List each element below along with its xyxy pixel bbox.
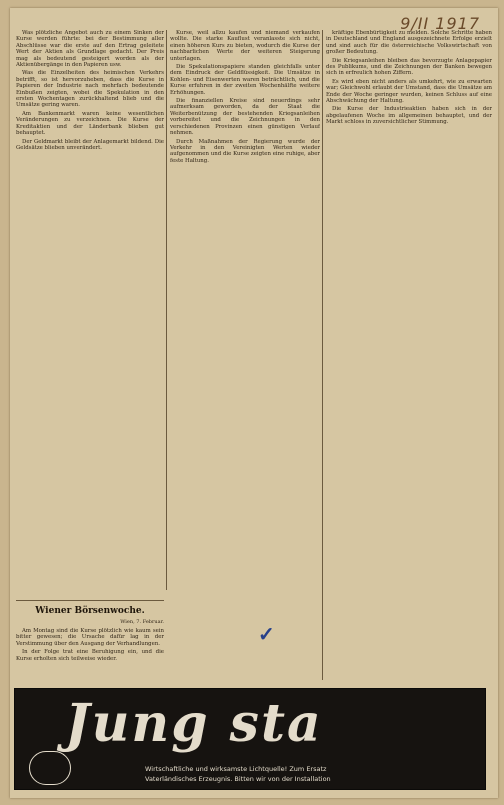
paragraph: Durch Maßnahmen der Regierung wurde der Verkehr in den Vereinigten Werten wieder aufgenommen und die Kurse zeigten eine ruhige, aber feste Haltung. xyxy=(170,138,320,164)
advertisement-banner xyxy=(14,688,486,790)
paragraph: Es wird eben nicht anders als umkehrt, wie zu erwarten war; Gleichwohl erlaubt der Umstand, dass die Umsätze am Ende der Woche geringer wurden, keinen Schluss auf eine Abschwächung der Haltung. xyxy=(326,78,492,105)
text-column-1 xyxy=(16,30,164,590)
text-column-4 xyxy=(16,628,164,694)
text-column-3 xyxy=(326,30,492,702)
paragraph: Was plötzliche Angebot auch zu einem Sinken der Kurse werden führte: bei der Bestimmung aller Abschlüsse war die erste auf den Ertrag geleitete Wert der Aktien als Grundlage gedacht. Der Preis mag als bedeutend gesteigert worden als der Aktienübergänge in den Papieren usw. xyxy=(16,30,164,69)
column-divider xyxy=(166,30,167,590)
section-dateline: Wien, 7. Februar. xyxy=(120,619,164,625)
newspaper-clipping xyxy=(10,8,498,798)
section-divider xyxy=(16,600,164,601)
paragraph: Die Kurse der Industrieaktien haben sich in der abgelaufenen Woche im allgemeinen behauptet, und der Markt schloss in zuversichtlicher Stimmung. xyxy=(326,106,492,126)
paragraph: Der Geldmarkt bleibt der Anlagemarkt bildend. Die Geldsätze blieben unverändert. xyxy=(16,138,164,151)
lamp-logo-icon xyxy=(29,751,71,785)
paragraph: Die finanziellen Kreise sind neuerdings sehr aufmerksam geworden, da der Staat die Weiterbenützung der bestehenden Kriegsanleihen vorbereitet und die Zeichnungen in den verschiedenen Provinzen einen günstigen Verlauf nehmen. xyxy=(170,98,320,137)
ink-mark-icon: ✓ xyxy=(258,622,275,646)
column-divider xyxy=(322,30,323,680)
ad-brand: Jung sta xyxy=(65,693,323,754)
paragraph: In der Folge trat eine Beruhigung ein, und die Kurse erholten sich teilweise wieder. xyxy=(16,649,164,662)
paragraph: Die Spekulationspapiere standen gleichfalls unter dem Eindruck der Geldflüssigkeit. Die Umsätze in Kohlen- und Eisenwerten waren beträchtlich, und die Kurse erfuhren in der zweiten Wochenhälfte weitere Erhöhungen. xyxy=(170,64,320,96)
paragraph: Die Kriegsanleihen bleiben das bevorzugte Anlagepapier des Publikums, und die Zeichnungen der Banken bewegen sich in erfreulich hohen Ziffern. xyxy=(326,57,492,77)
paragraph: Was die Einzelheiten des heimischen Verkehrs betrifft, so ist hervorzuheben, dass die Kurse in Papieren der Industrie nach mehrfach bedeutende Einbußen zeigten, wobei die Spekulation in den ersten Wochentagen zurückhaltend blieb und die Umsätze gering waren. xyxy=(16,70,164,109)
ad-subline: Vaterländisches Erzeugnis. Bitten wir von der Installation xyxy=(145,775,331,783)
text-column-2 xyxy=(170,30,320,702)
ad-tagline: Wirtschaftliche und wirksamste Lichtquelle! Zum Ersatz xyxy=(145,765,327,773)
paragraph: Am Montag sind die Kurse plötzlich wie kaum sein bitter gewesen; die Ursache dafür lag in der Verstimmung über den Ausgang der Verhandlungen. xyxy=(16,628,164,647)
paragraph: Kurse, weil allzu kaufen und niemand verkaufen wollte. Die starke Kauflust veranlasste sich nicht, einen höheren Kurs zu bieten, wodurch die Kurse der nachbarlichen Werte der weiteren Steigerung unterlagen. xyxy=(170,30,320,62)
paragraph: Am Bankenmarkt waren keine wesentlichen Veränderungen zu verzeichnen. Die Kurse der Kreditaktien und der Länderbank blieben gut behauptet. xyxy=(16,110,164,137)
paragraph: kräftige Ebenbürtigkeit zu melden. Solche Schritte haben in Deutschland und England ausgezeichnete Erfolge erzielt und sind auch für die österreichische Volkswirtschaft von großer Bedeutung. xyxy=(326,30,492,56)
handwritten-date: 9/II 1917 xyxy=(400,14,480,33)
section-heading: Wiener Börsenwoche. xyxy=(35,606,145,616)
